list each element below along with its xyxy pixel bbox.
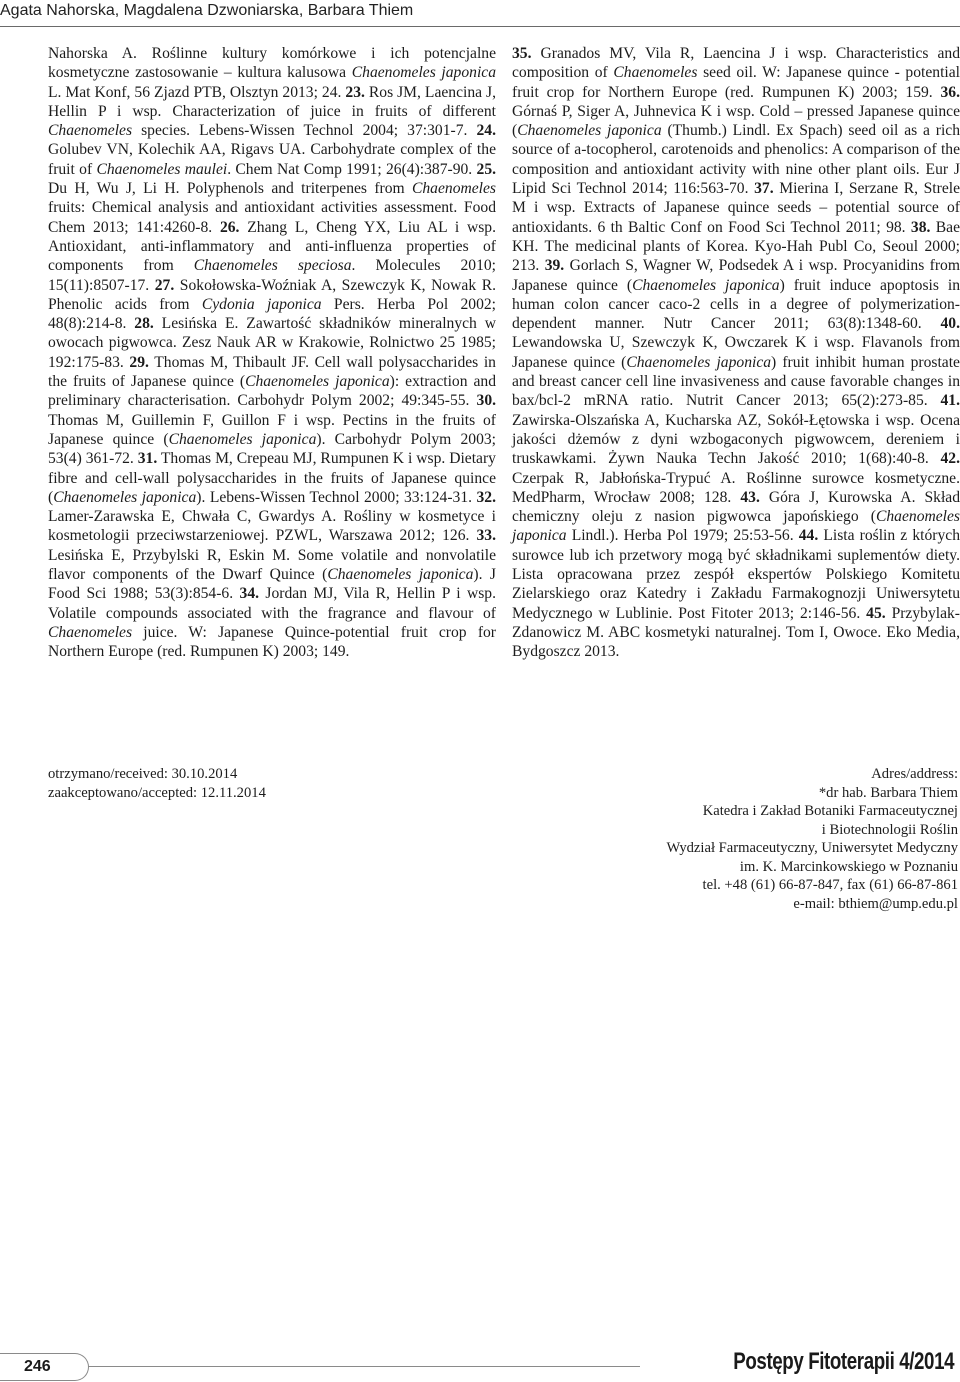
reference-text: Czerpak R, Jabłońska-Trypuć A. Roślinne surowce kosmetyczne. MedPharm, Wrocław 2008; 128. (512, 469, 960, 506)
reference-number: 28. (134, 315, 154, 333)
reference-number: 40. (940, 315, 960, 333)
reference-text: ) fruit inhibit human prostate and breast cancer cell line invasiveness and cause favorable changes in bax/bcl-2 mRNA ratio. Nutrit Cancer 2013; 65(2):273-85. (512, 353, 960, 410)
reference-number: 25. (476, 160, 497, 178)
reference-number: 39. (544, 257, 565, 275)
address-line: i Biotechnologii Roślin (821, 821, 958, 838)
reference-text: Lindl.). Herba Pol 1979; 25:53-56. (566, 527, 794, 545)
address-line: Katedra i Zakład Botaniki Farmaceutycznej (702, 803, 958, 819)
header-divider (0, 26, 960, 27)
reference-text: fruits: Chemical analysis and antioxidant activities assessment. Food Chem 2013; 141:4260-8. (48, 199, 496, 236)
references-left-column (48, 44, 496, 662)
reference-text: ). Lebens-Wissen Technol 2000; 33:124-31. (196, 488, 473, 506)
reference-text: Golubev VN, Kolechik AA, Rigavs UA. Carbohydrate complex of the fruit of (48, 141, 496, 178)
references-right-column (512, 44, 960, 662)
reference-text: Lista roślin z których surowce lub ich przetwory mogą być składnikami suplementów diety. Lista opracowana przez zespół ekspertów Polskiego Komitetu Zielarskiego oraz Katedry i Zakładu Farmakognozji Uniwersytetu Medycznego w Lublinie. Post Fitoter 2013; 2:146-56. (512, 527, 960, 622)
reference-number: 43. (740, 488, 760, 506)
reference-text: ) fruit induce apoptosis in human colon cancer caco-2 cells in a degree of polymerization-dependent manner. Nutr Cancer 2011; 63(8):1348-60. (512, 276, 960, 333)
reference-text: (Thumb.) Lindl. Ex Spach) seed oil as a rich source of a-tocopherol, carotenoids and phenolics: A comparison of the composition and antioxidant activity with nine other plant oils. Eur J Lipid Sci Technol 2014; 116:563-70. (512, 122, 960, 198)
reference-number: 42. (940, 450, 960, 468)
reference-text: Zawirska-Olszańska A, Kucharska AZ, Sokół-Łętowska i wsp. Ocena jakości dżemów z dyni wzbogaconych pigwowcem, dereniem i truskawkami. Żywn Nauka Techn Jakość 2010; 1(68):40-8. (512, 411, 960, 468)
species-name: Chaenomeles japonica (632, 276, 780, 294)
reference-text: seed oil. W: Japanese quince - potential fruit crop for Northern Europe (red. Rumpunen K) 2003; 159. (512, 64, 960, 101)
reference-text: . Chem Nat Comp 1991; 26(4):387-90. (227, 160, 473, 178)
reference-text: Lesińska E, Przybylski R, Eskin M. Some volatile and nonvolatile flavor components of the Dwarf Quince ( (48, 546, 496, 584)
running-header (0, 0, 960, 24)
reference-number: 24. (476, 122, 496, 140)
reference-text: Jordan MJ, Vila R, Hellin P i wsp. Volatile compounds associated with the fragrance and flavour of (48, 585, 496, 622)
reference-number: 26. (219, 218, 240, 236)
page-footer (0, 1340, 960, 1382)
reference-text: Thomas M, Crepeau MJ, Rumpunen K i wsp. Dietary fibre and cell-wall polysaccharides in the fruits of Japanese quince ( (48, 450, 496, 506)
address-line: im. K. Marcinkowskiego w Poznaniu (739, 858, 958, 875)
reference-text: Górnaś P, Siger A, Juhnevica K i wsp. Cold – pressed Japanese quince ( (512, 102, 960, 140)
species-name: Chaenomeles japonica (53, 488, 197, 506)
reference-text: ). J Food Sci 1988; 53(3):854-6. (48, 566, 496, 603)
reference-text: Ros JM, Laencina J, Hellin P i wsp. Characterization of juice in fruits of different (48, 83, 496, 120)
reference-text: Nahorska A. Roślinne kultury komórkowe i ich potencjalne kosmetyczne zastosowanie – kultura kalusowa (48, 45, 496, 82)
reference-entry (512, 45, 960, 101)
reference-text: Sokołowska-Woźniak A, Szewczyk K, Nowak R. Phenolic acids from (48, 276, 496, 313)
species-name: Chaenomeles (48, 122, 133, 140)
reference-text: . Molecules 2010; 15(11):8507-17. (48, 257, 496, 294)
address-phone-fax: tel. +48 (61) 66-87-847, fax (61) 66-87-861 (702, 877, 958, 893)
reference-number: 41. (940, 392, 960, 410)
species-name: Chaenomeles (48, 623, 133, 641)
correspondence-address (498, 765, 958, 913)
reference-number: 35. (512, 45, 532, 62)
address-line: Wydział Farmaceutyczny, Uniwersytet Medyczny (666, 840, 958, 856)
reference-text: species. Lebens-Wissen Technol 2004; 37:301-7. (132, 122, 468, 140)
species-name: Chaenomeles speciosa (193, 257, 352, 275)
submission-dates (48, 765, 448, 802)
accepted-date: zaakceptowano/accepted: 12.11.2014 (48, 784, 266, 801)
reference-text: Przybylak-Zdanowicz M. ABC kosmetyki naturalnej. Tom I, Owoce. Eko Media, Bydgoszcz 2013. (512, 604, 960, 661)
species-name: Chaenomeles (411, 180, 496, 198)
species-name: Chaenomeles japonica (351, 64, 497, 82)
reference-number: 37. (754, 180, 774, 198)
reference-text: ): extraction and preliminary characterisation. Carbohydr Polym 2002; 49:345-55. (48, 373, 496, 410)
reference-number: 34. (239, 585, 260, 603)
species-name: Chaenomeles japonica (626, 353, 772, 371)
reference-number: 44. (798, 527, 819, 545)
species-name: Cydonia japonica (201, 295, 322, 313)
reference-number: 29. (129, 353, 149, 371)
species-name: Chaenomeles japonica (512, 508, 960, 545)
reference-text: Lewandowska U, Szewczyk K, Owczarek K i wsp. Flavanols from Japanese quince ( (512, 334, 960, 371)
reference-number: 23. (345, 83, 365, 101)
reference-text: Thomas M, Guillemin F, Guillon F i wsp. Pectins in the fruits of Japanese quince ( (48, 411, 496, 448)
reference-text: Lesińska E. Zawartość składników mineralnych w owocach pigwowca. Zesz Nauk AR w Krakowie, Rolnictwo 25 1985; 192:175-83. (48, 315, 496, 371)
page-number: 246 (24, 1358, 51, 1375)
species-name: Chaenomeles japonica (327, 566, 474, 584)
reference-text: Thomas M, Thibault JF. Cell wall polysaccharides in the fruits of Japanese quince ( (48, 353, 496, 391)
reference-text: Bae KH. The medicinal plants of Korea. Kyo-Hah Publ Co, Seoul 2000; 213. (512, 218, 960, 275)
reference-number: 45. (866, 604, 886, 622)
reference-number: 27. (154, 276, 175, 294)
received-date: otrzymano/received: 30.10.2014 (48, 766, 238, 782)
reference-number: 38. (910, 218, 931, 236)
reference-text: Mierina I, Serzane R, Strele M i wsp. Extracts of Japanese quince seeds – potential source of antioxidants. 6 th Baltic Conf on Food Sci Technol 2011; 98. (512, 180, 960, 236)
species-name: Chaenomeles japonica (168, 430, 317, 448)
reference-number: 31. (137, 450, 158, 468)
reference-text: ). Carbohydr Polym 2003; 53(4) 361-72. (48, 430, 497, 468)
species-name: Chaenomeles japonica (245, 373, 390, 391)
journal-title: Postępy Fitoterapii 4/2014 (733, 1348, 954, 1375)
reference-text: Du H, Wu J, Li H. Polyphenols and triterpenes from (48, 180, 412, 198)
reference-text: Lamer-Zarawska E, Chwała C, Gwardys A. Rośliny w kosmetyce i kosmetologii przeciwstarzeniowej. PZWL, Warszawa 2012; 126. (48, 508, 496, 545)
address-email: e-mail: bthiem@ump.edu.pl (793, 895, 958, 912)
reference-text: Zhang L, Cheng YX, Liu AL i wsp. Antioxidant, anti-inflammatory and anti-influenza properties of components from (48, 218, 496, 275)
footer-divider (88, 1366, 640, 1367)
header-authors: Agata Nahorska, Magdalena Dzwoniarska, Barbara Thiem (0, 2, 414, 19)
species-name: Chaenomeles maulei (96, 160, 228, 178)
reference-text: juice. W: Japanese Quince-potential fruit crop for Northern Europe (red. Rumpunen K) 2003; 149. (48, 623, 496, 661)
address-line: Adres/address: (871, 766, 958, 782)
page-number-badge (0, 1353, 89, 1381)
reference-number: 30. (476, 392, 497, 410)
reference-entry (512, 257, 960, 332)
reference-text: Granados MV, Vila R, Laencina J i wsp. Characteristics and composition of (512, 45, 960, 82)
reference-text: Góra J, Kurowska A. Skład chemiczny oleju z nasion pigwowca japońskiego ( (512, 488, 960, 526)
reference-text: Gorlach S, Wagner W, Podsedek A i wsp. Procyanidins from Japanese quince ( (512, 257, 960, 294)
reference-text: L. Mat Konf, 56 Zjazd PTB, Olsztyn 2013; 24. (48, 83, 342, 101)
reference-number: 33. (476, 527, 496, 545)
address-line: *dr hab. Barbara Thiem (818, 784, 958, 801)
reference-number: 36. (940, 83, 960, 101)
reference-number: 32. (476, 488, 496, 506)
reference-text: Pers. Herba Pol 2002; 48(8):214-8. (48, 295, 497, 333)
species-name: Chaenomeles japonica (517, 122, 662, 140)
species-name: Chaenomeles (613, 64, 698, 82)
